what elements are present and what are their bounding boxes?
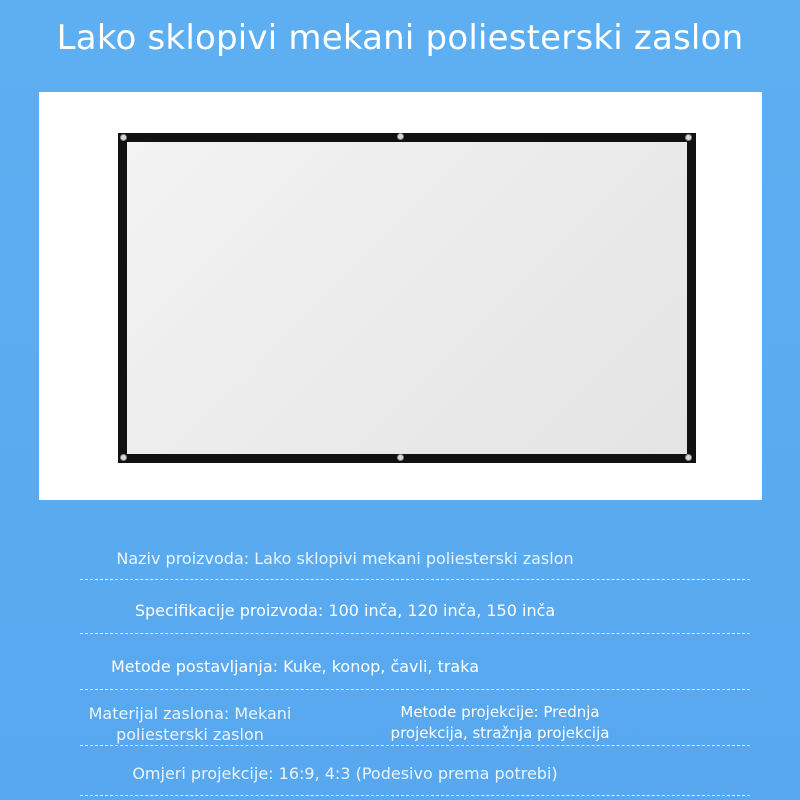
- grommet-icon: [397, 133, 404, 140]
- spec-product-name: Naziv proizvoda: Lako sklopivi mekani poliesterski zaslon: [116, 549, 574, 568]
- page-title: Lako sklopivi mekani poliesterski zaslon: [56, 18, 744, 58]
- divider: [80, 633, 750, 634]
- spec-projection-ratio: Omjeri projekcije: 16:9, 4:3 (Podesivo prema potrebi): [132, 764, 558, 783]
- grommet-icon: [685, 134, 692, 141]
- spec-mounting-methods: Metode postavljanja: Kuke, konop, čavli, traka: [110, 657, 480, 676]
- spec-product-specification: Specifikacije proizvoda: 100 inča, 120 inča, 150 inča: [134, 601, 556, 620]
- divider: [80, 795, 750, 796]
- spec-projection-methods-line1: Metode projekcije: Prednja: [400, 703, 600, 721]
- grommet-icon: [397, 454, 404, 461]
- spec-screen-material: [60, 703, 320, 745]
- projector-screen-surface: [127, 142, 687, 454]
- spec-screen-material-line2: poliesterski zaslon: [116, 725, 264, 744]
- divider: [80, 579, 750, 580]
- projector-screen-frame: [118, 133, 696, 463]
- divider: [80, 689, 750, 690]
- spec-projection-methods-line2: projekcija, stražnja projekcija: [390, 724, 610, 742]
- grommet-icon: [120, 454, 127, 461]
- grommet-icon: [685, 454, 692, 461]
- spec-screen-material-line1: Materijal zaslona: Mekani: [88, 704, 292, 723]
- product-image-panel: [39, 92, 762, 500]
- grommet-icon: [120, 134, 127, 141]
- spec-projection-methods: [370, 702, 630, 744]
- divider: [80, 745, 750, 746]
